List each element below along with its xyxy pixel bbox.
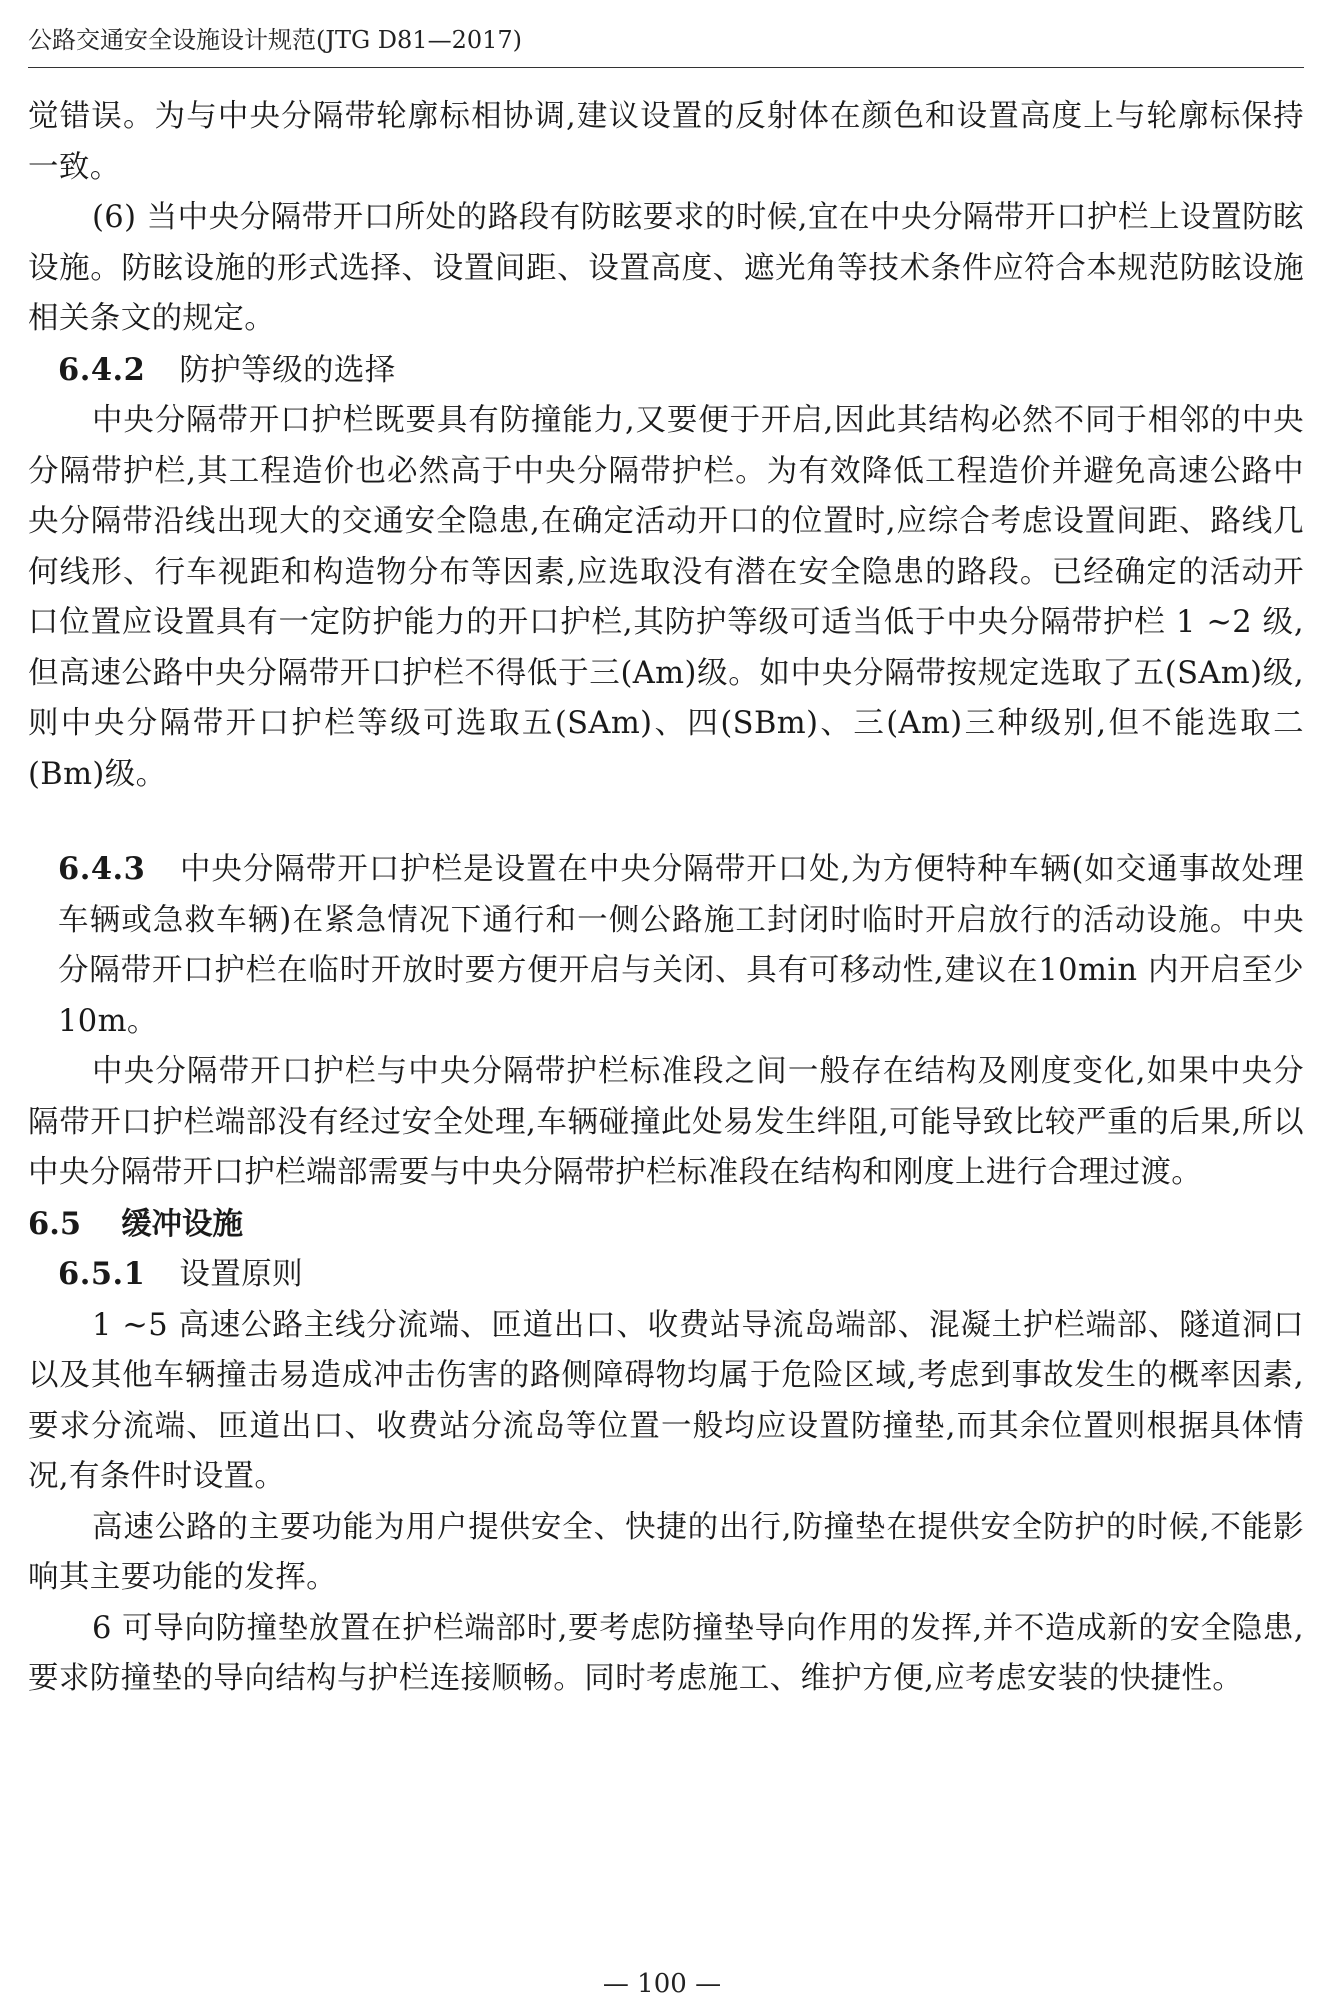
body-text bbox=[28, 92, 1304, 1705]
running-header: 公路交通安全设施设计规范(JTG D81—2017) bbox=[28, 26, 523, 54]
clause-text: 中央分隔带开口护栏是设置在中央分隔带开口处,为方便特种车辆(如交通事故处理车辆或急救车辆)在紧急情况下通行和一侧公路施工封闭时临时开启放行的活动设施。中央分隔带开口护栏在临时开放时要方便开启与关闭、具有可移动性,建议在10min 内开启至少 10m。 bbox=[58, 852, 1304, 1039]
clause-6-4-2-heading bbox=[28, 345, 1304, 397]
clause-title: 设置原则 bbox=[179, 1257, 304, 1292]
clause-6-4-3-paragraph bbox=[28, 844, 1304, 1047]
page-number: — 100 — bbox=[602, 1969, 722, 1999]
clause-number: 6.4.3 bbox=[58, 851, 146, 887]
paragraph-continuation: 觉错误。为与中央分隔带轮廓标相协调,建议设置的反射体在颜色和设置高度上与轮廓标保持一致。 bbox=[28, 99, 1304, 185]
paragraph-item-6-guided: 6 可导向防撞垫放置在护栏端部时,要考虑防撞垫导向作用的发挥,并不造成新的安全隐患,要求防撞垫的导向结构与护栏连接顺畅。同时考虑施工、维护方便,应考虑安装的快捷性。 bbox=[28, 1610, 1304, 1696]
header-rule bbox=[28, 67, 1304, 68]
paragraph-items-1-5: 1 ~5 高速公路主线分流端、匝道出口、收费站导流岛端部、混凝土护栏端部、隧道洞口以及其他车辆撞击易造成冲击伤害的路侧障碍物均属于危险区域,考虑到事故发生的概率因素,要求分流端、匝道出口、收费站分流岛等位置一般均应设置防撞垫,而其余位置则根据具体情况,有条件时设置。 bbox=[28, 1307, 1304, 1494]
section-title: 缓冲设施 bbox=[121, 1205, 244, 1242]
clause-title: 防护等级的选择 bbox=[179, 352, 396, 388]
section-6-5-heading bbox=[28, 1199, 1304, 1250]
clause-number: 6.4.2 bbox=[58, 351, 146, 388]
paragraph-main-function: 高速公路的主要功能为用户提供安全、快捷的出行,防撞垫在提供安全防护的时候,不能影响其主要功能的发挥。 bbox=[28, 1509, 1304, 1595]
paragraph-protection-level: 中央分隔带开口护栏既要具有防撞能力,又要便于开启,因此其结构必然不同于相邻的中央分隔带护栏,其工程造价也必然高于中央分隔带护栏。为有效降低工程造价并避免高速公路中央分隔带沿线出现大的交通安全隐患,在确定活动开口的位置时,应综合考虑设置间距、路线几何线形、行车视距和构造物分布等因素,应选取没有潜在安全隐患的路段。已经确定的活动开口位置应设置具有一定防护能力的开口护栏,其防护等级可适当低于中央分隔带护栏 1 ~2 级,但高速公路中央分隔带开口护栏不得低于三(Am)级。如中央分隔带按规定选取了五(SAm)级,则中央分隔带开口护栏等级可选取五(SAm)、四(SBm)、三(Am)三种级别,但不能选取二(Bm)级。 bbox=[28, 403, 1304, 792]
clause-6-5-1-heading bbox=[28, 1249, 1304, 1301]
paragraph-transition: 中央分隔带开口护栏与中央分隔带护栏标准段之间一般存在结构及刚度变化,如果中央分隔带开口护栏端部没有经过安全处理,车辆碰撞此处易发生绊阻,可能导致比较严重的后果,所以中央分隔带开口护栏端部需要与中央分隔带护栏标准段在结构和刚度上进行合理过渡。 bbox=[28, 1054, 1304, 1190]
clause-number: 6.5.1 bbox=[58, 1256, 146, 1292]
section-number: 6.5 bbox=[28, 1205, 82, 1242]
paragraph-item-6: (6) 当中央分隔带开口所处的路段有防眩要求的时候,宜在中央分隔带开口护栏上设置防眩设施。防眩设施的形式选择、设置间距、设置高度、遮光角等技术条件应符合本规范防眩设施相关条文的规定。 bbox=[28, 200, 1304, 336]
